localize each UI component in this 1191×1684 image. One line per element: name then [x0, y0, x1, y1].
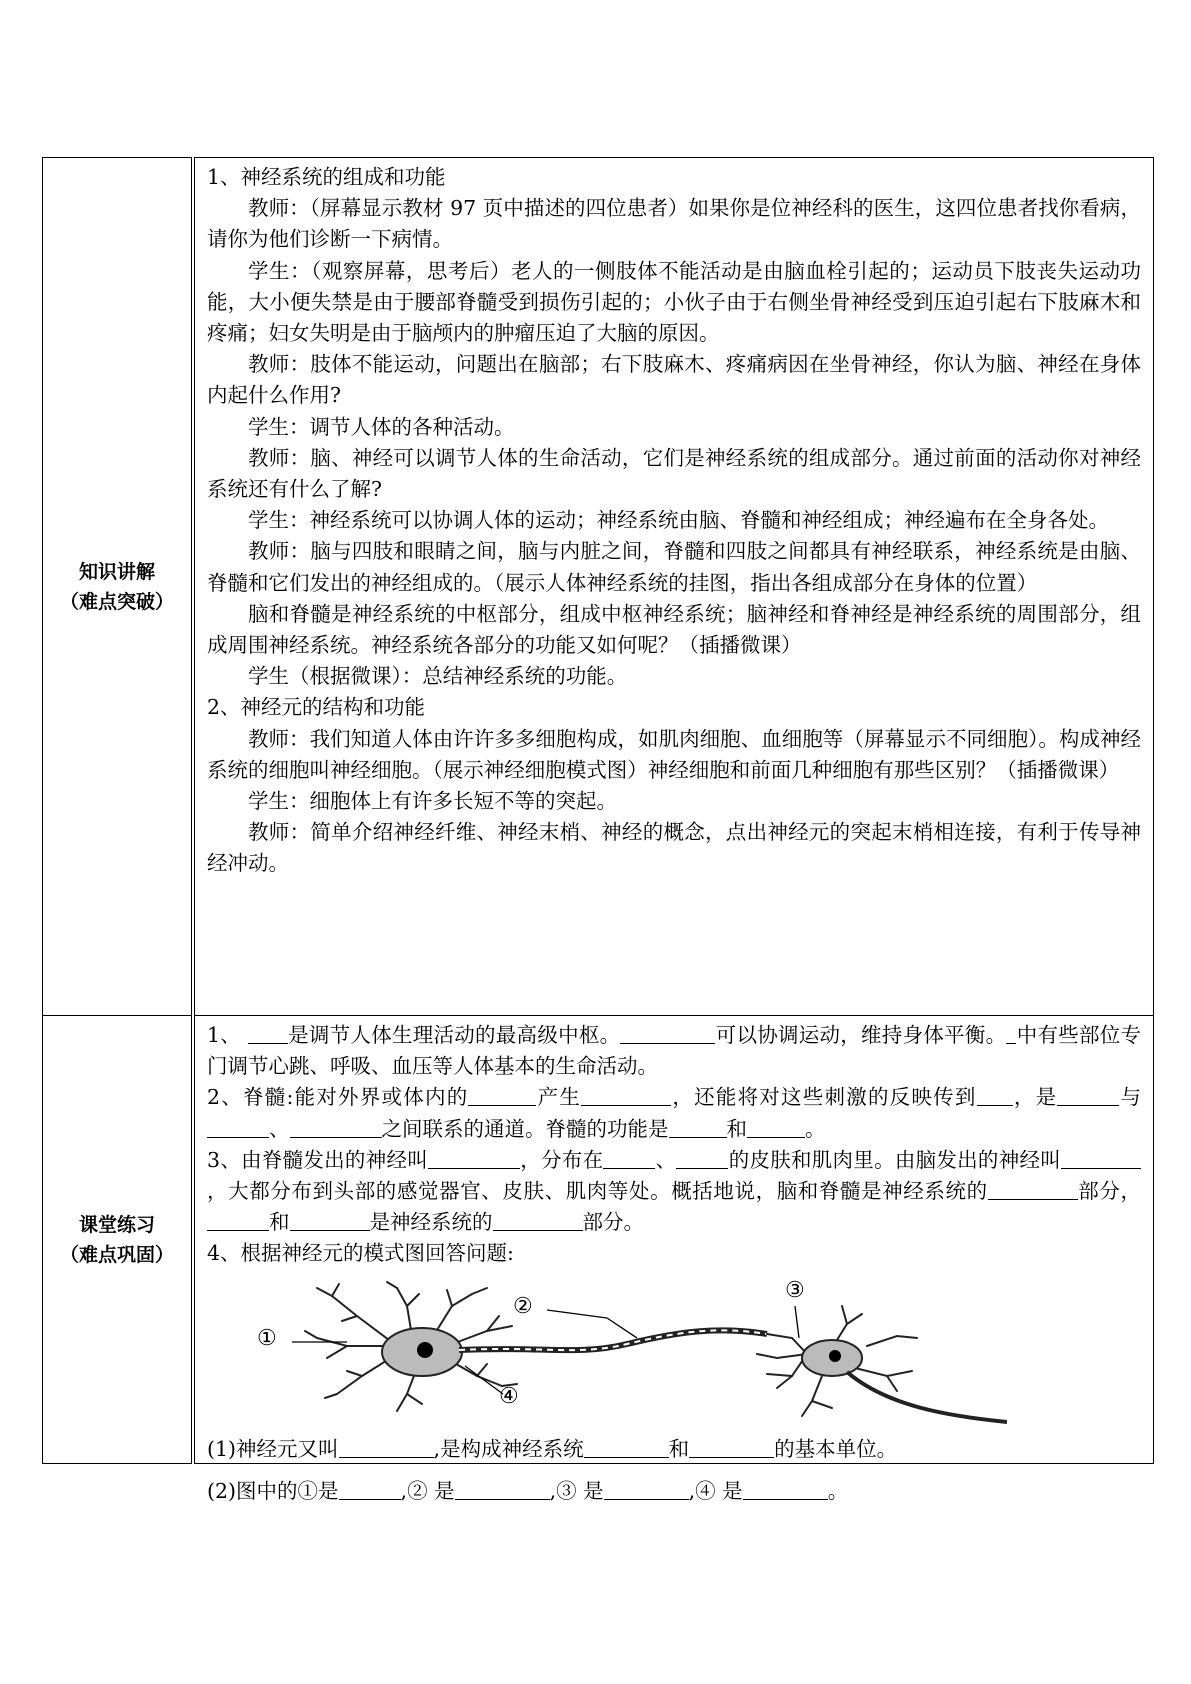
blank[interactable] [248, 1023, 288, 1044]
question-1: 1、 是调节人体生理活动的最高级中枢。 可以协调运动，维持身体平衡。 中有些部位专门调节心跳、呼吸、血压等人体基本的生命活动。 [207, 1023, 1142, 1079]
blank[interactable] [584, 1437, 669, 1458]
label-knowledge-line2: （难点突破） [59, 590, 174, 613]
heading-nervous-system: 1、神经系统的组成和功能 [207, 165, 446, 189]
label-practice-line2: （难点巩固） [59, 1243, 174, 1266]
question-2: 2、脊髓:能对外界或体内的 产生 ，还能将对这些刺激的反映传到 ，是 与、 之间联系的通道。脊髓的功能是 和 。 [207, 1085, 1142, 1141]
row-practice [43, 1016, 1154, 1464]
paragraph: 教师：肢体不能运动，问题出在脑部；右下肢麻木、疼痛病因在坐骨神经，你认为脑、神经在身体内起什么作用? [207, 352, 1141, 408]
blank[interactable] [1006, 1023, 1016, 1044]
paragraph: 脑和脊髓是神经系统的中枢部分，组成中枢神经系统；脑神经和脊神经是神经系统的周围部分，组成周围神经系统。神经系统各部分的功能又如何呢？（插播微课） [207, 601, 1141, 658]
blank[interactable] [689, 1437, 774, 1458]
figure-label-4: ④ [499, 1383, 519, 1409]
blank[interactable] [988, 1179, 1078, 1200]
blank[interactable] [468, 1085, 536, 1106]
label-knowledge-line1: 知识讲解 [78, 560, 155, 583]
blank[interactable] [1061, 1148, 1141, 1169]
blank[interactable] [455, 1479, 550, 1500]
blank[interactable] [676, 1148, 728, 1169]
blank[interactable] [747, 1117, 805, 1138]
sub-question-2: (2)图中的①是 ,② 是 ,③ 是 ,④ 是 。 [207, 1478, 849, 1503]
blank[interactable] [604, 1479, 689, 1500]
paragraph: 学生：（观察屏幕，思考后）老人的一侧肢体不能活动是由脑血栓引起的；运动员下肢丧失运动功能，大小便失禁是由于腰部脊髓受到损伤引起的；小伙子由于右侧坐骨神经受到压迫引起右下肢麻木和疼痛；妇女失明是由于脑颅内的肿瘤压迫了大脑的原因。 [207, 258, 1141, 346]
paragraph: 教师：简单介绍神经纤维、神经末梢、神经的概念，点出神经元的突起末梢相连接，有利于传导神经冲动。 [207, 820, 1141, 876]
paragraph: 学生（根据微课）：总结神经系统的功能。 [248, 664, 628, 689]
paragraph: 教师：我们知道人体由许许多多细胞构成，如肌肉细胞、血细胞等（屏幕显示不同细胞）。构成神经系统的细胞叫神经细胞。（展示神经细胞模式图）神经细胞和前面几种细胞有那些区别？（插播微课） [207, 726, 1141, 782]
label-knowledge [43, 158, 194, 1016]
row-knowledge [43, 158, 1154, 1016]
sub-question-1: (1)神经元又叫 ,是构成神经系统 和 的基本单位。 [207, 1436, 898, 1461]
label-practice [43, 1016, 194, 1464]
paragraph: 学生：调节人体的各种活动。 [248, 414, 515, 439]
paragraph: 教师：脑与四肢和眼睛之间，脑与内脏之间，脊髓和四肢之间都具有神经联系，神经系统是由脑、脊髓和它们发出的神经组成的。（展示人体神经系统的挂图，指出各组成部分在身体的位置） [207, 539, 1141, 595]
blank[interactable] [290, 1117, 382, 1138]
blank[interactable] [290, 1210, 370, 1231]
neuron-diagram [207, 1276, 1141, 1426]
blank[interactable] [207, 1210, 269, 1231]
figure-label-1: ① [257, 1325, 277, 1351]
content-practice [193, 1016, 1154, 1503]
blank[interactable] [428, 1148, 520, 1169]
content-knowledge [193, 158, 1154, 1016]
blank[interactable] [977, 1085, 1013, 1106]
blank[interactable] [581, 1085, 671, 1106]
question-4: 4、根据神经元的模式图回答问题: [207, 1241, 514, 1266]
heading-neuron: 2、神经元的结构和功能 [207, 695, 426, 720]
blank[interactable] [620, 1023, 715, 1044]
blank[interactable] [207, 1117, 269, 1138]
paragraph: 学生：神经系统可以协调人体的运动；神经系统由脑、脊髓和神经组成；神经遍布在全身各处。 [248, 508, 1109, 533]
question-3: 3、由脊髓发出的神经叫 ，分布在 、 的皮肤和肌肉里。由脑发出的神经叫，大都分布到头部的感觉器官、皮肤、肌肉等处。概括地说，脑和脊髓是神经系统的 部分，和 是神经系统的 部分。 [207, 1147, 1142, 1235]
paragraph: 教师：（屏幕显示教材 97 页中描述的四位患者）如果你是位神经科的医生，这四位患者找你看病，请你为他们诊断一下病情。 [207, 196, 1141, 252]
lesson-table [42, 157, 1154, 1503]
paragraph: 学生：细胞体上有许多长短不等的突起。 [248, 789, 617, 814]
label-practice-line1: 课堂练习 [78, 1213, 155, 1236]
figure-label-2: ② [513, 1293, 533, 1319]
blank[interactable] [743, 1479, 828, 1500]
blank[interactable] [493, 1210, 583, 1231]
blank[interactable] [603, 1148, 655, 1169]
figure-label-3: ③ [785, 1277, 805, 1303]
blank[interactable] [339, 1437, 434, 1458]
neuron-illustration [247, 1276, 1007, 1426]
blank[interactable] [669, 1117, 727, 1138]
blank[interactable] [1057, 1085, 1119, 1106]
blank[interactable] [339, 1479, 401, 1500]
lesson-sheet [42, 157, 1154, 1503]
paragraph: 教师：脑、神经可以调节人体的生命活动，它们是神经系统的组成部分。通过前面的活动你对神经系统还有什么了解? [207, 445, 1141, 502]
